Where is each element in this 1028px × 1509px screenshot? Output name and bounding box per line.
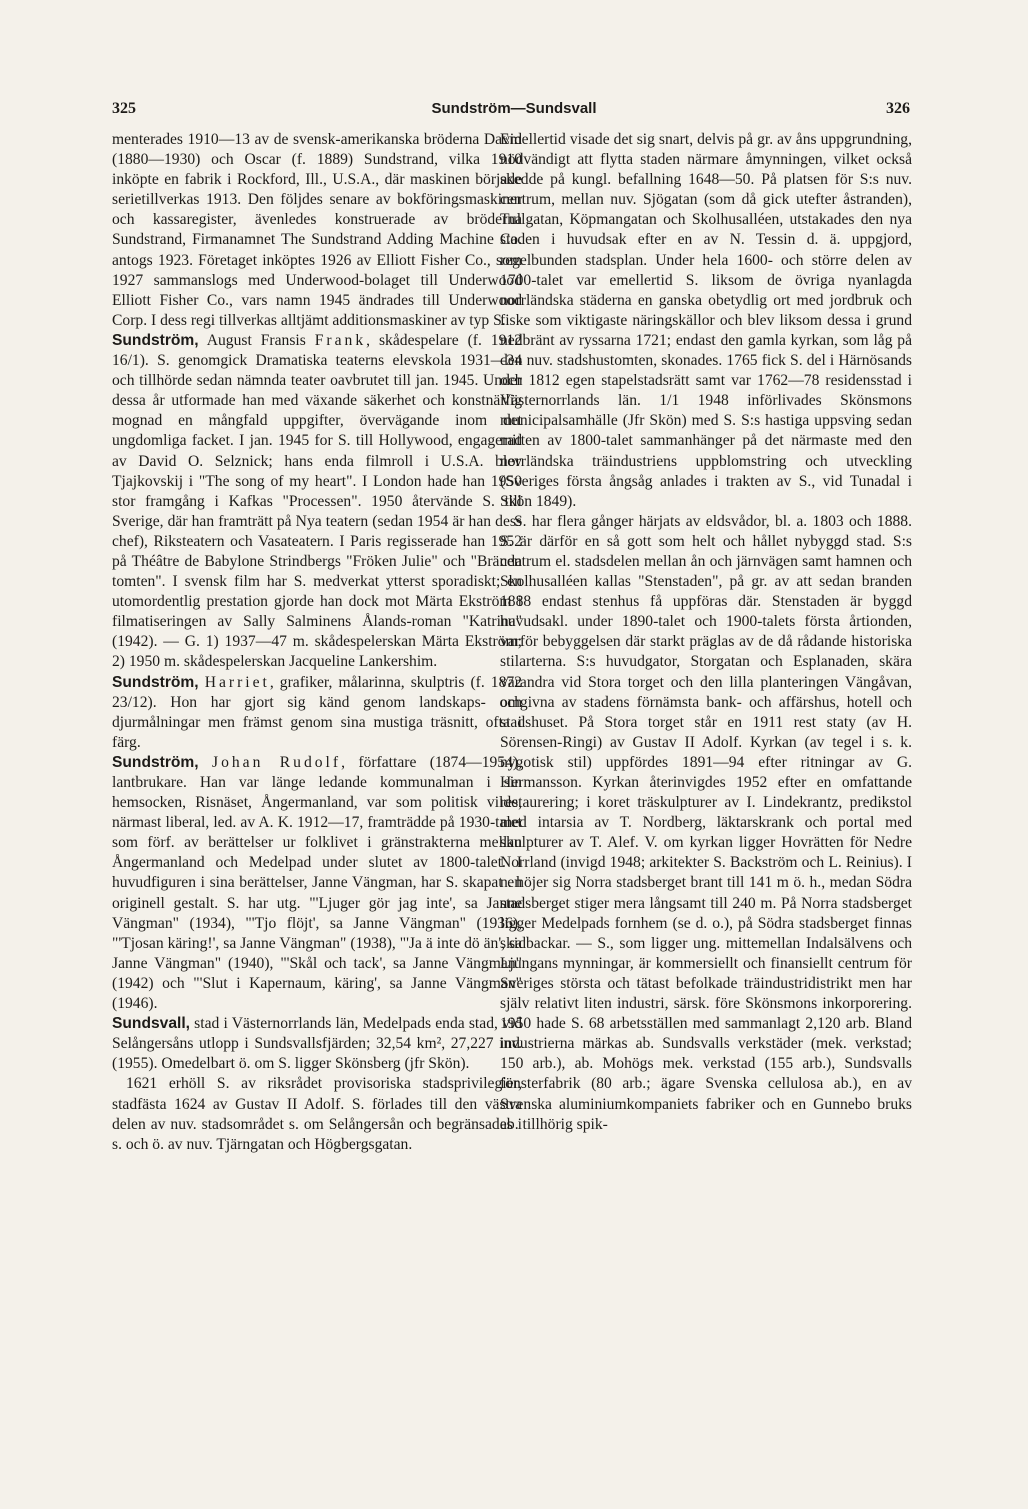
right-column [500,130,912,1410]
paragraph-1621: 1621 erhöll S. av riksrådet provisoriska stadsprivilegier, stadfästa 1624 av Gustav II Adolf. S. förlades till den västra delen av nuv. stadsområdet s. om Selångersån och begränsades i s. och ö. av nuv. Tjärngatan och Högbergsgatan. [112,1075,522,1153]
entry-johan-rudolf [112,753,522,1014]
left-column [112,130,522,1410]
entry-headword: Sundström, [112,753,199,771]
page-number-left: 325 [112,100,136,117]
entry-harriet [112,673,522,753]
entry-headword: Sundström, [112,331,199,349]
entry-headword: Sundström, [112,673,199,691]
page-number-right: 326 [886,100,910,117]
paragraph-fires-and-city: S. har flera gånger härjats av eldsvådor, bl. a. 1803 och 1888. S. är därför en så gott som helt och hållet nybyggd stad. S:s centrum el. stadsdelen mellan ån och järnvägen samt hamnen och Skolhusalléen kallas "Stenstaden", på gr. av att sedan branden 1888 endast stenhus få uppföras där. Stenstaden är byggd huvudsakl. under 1890-talet och 1900-talets första årtionden, varför bebyggelsen där starkt präglas av de då rådande historiska stilarterna. S:s huvudgator, Storgatan och Esplanaden, skära varandra vid Stora torget och den lilla planteringen Vängåvan, omgivna av stadens förnämsta bank- och affärshus, hotell och stadshuset. På Stora torget står en 1911 rest staty (av H. Sörensen-Ringi) av Gustav II Adolf. Kyrkan (av tegel i s. k. nygotisk stil) uppfördes 1891—94 efter ritningar av G. Hermansson. Kyrkan återinvigdes 1952 efter en omfattande restaurering; i koret träskulpturer av I. Lindekrantz, predikstol med intarsia av T. Nordberg, läktarskrank och portal med skulpturer av T. Alef. V. om kyrkan ligger Hovrätten för Nedre Norrland (invigd 1948; arkitekter S. Backström och L. Reinius). I n. höjer sig Norra stadsberget brant till 141 m ö. h., medan Södra stadsberget stiger mera långsamt till 240 m. På Norra stadsberget ligger Medelpads fornhem (se d. o.), på Södra stadsberget finnas skidbackar. — S., som ligger ung. mittemellan Indalsälvens och Ljungans mynningar, är kommersiellt och finansiellt centrum för Sveriges största och tätast befolkade träindustridistrikt men har själv relativt liten industri, särsk. före Skönsmons inkorporering. 1950 hade S. 68 arbetsställen med sammanlagt 2,120 arb. Bland industrierna märkas ab. Sundsvalls verkstäder (mek. verkstad; 150 arb.), ab. Mohögs mek. verkstad (155 arb.), Sundsvalls fönsterfabrik (80 arb.; ägare Svenska cellulosa ab.), en av Svenska aluminiumkompaniets fabriker och en Gunnebo bruks ab. tillhörig spik- [500,512,912,1133]
entry-name: August Fransis [206,331,306,349]
entry-text: , grafiker, målarinna, skulptris (f. 1872 23/12). Hon har gjort sig känd genom landskaps- och djurmålningar men främst genom sina mustiga träsnitt, ofta i färg. [112,673,522,751]
entry-name-spaced: Harriet [204,673,270,691]
entry-text: , författare (1874—1954), lantbrukare. Han var länge ledande kommunalman i sin hemsocken, Risnäset, Ångermanland, var som politisk vilde, närmast liberal, led. av A. K. 1912—17, framträdde på 1930-talet som förf. av berättelser ur folklivet i gränstrakterna mellan Ångermanland och Medelpad under slutet av 1800-talet. I huvudfiguren i sina berättelser, Janne Vängman, har S. skapat en originell gestalt. S. har utg. "'Ljuger gör jag inte', sa Janne Vängman" (1934), "'Tjo flöjt', sa Janne Vängman" (1936), "'Tjosan käring!', sa Janne Vängman" (1938), "'Ja ä inte dö än', sa Janne Vängman" (1940), "'Skål och tack', sa Janne Vängman" (1942) och "'Slut i Kapernaum, käring', sa Janne Vängman" (1946). [112,753,522,1013]
entry-headword: Sundsvall, [112,1015,190,1033]
paragraph-relocation: Emellertid visade det sig snart, delvis på gr. av åns uppgrundning, nödvändigt att flytta staden närmare åmynningen, vilket också skedde på kungl. befallning 1648—50. På platsen för S:s nuv. centrum, mellan nuv. Sjögatan (som då gick utefter åstranden), Tullgatan, Köpmangatan och Skolhusalléen, utstakades den nya staden i huvudsak efter en av N. Tessin d. ä. uppgjord, regelbunden stadsplan. Under hela 1600- och större delen av 1700-talet var emellertid S. liksom de övriga nyanlagda norrländska städerna en ganska obetydlig ort med jordbruk och fiske som viktigaste näringskällor och blev liksom dessa i grund nedbränt av ryssarna 1721; endast den gamla kyrkan, som låg på den nuv. stadshustomten, skonades. 1765 fick S. del i Härnösands och 1812 egen stapelstadsrätt samt var 1762—78 residensstad i Västernorrlands län. 1/1 1948 införlivades Skönsmons municipalsamhälle (Jfr Skön) med S. S:s hastiga uppsving sedan mitten av 1800-talet sammanhänger på det närmaste med den norrländska träindustriens uppblomstring och utveckling (Sveriges första ångsåg anlades i trakten av S., vid Tunadal i Skön 1849). [500,131,912,510]
running-title: Sundström—Sundsvall [431,100,597,117]
entry-name-spaced: Frank [314,331,367,349]
entry-text: , skådespelare (f. 1912 16/1). S. genomgick Dramatiska teaterns elevskola 1931—34 och tillhörde sedan nämnda teater oavbrutet till jan. 1945. Under dessa år utformade han med växande säkerhet och konstnärlig mognad en mångfald uppgifter, övervägande inom det ungdomliga facket. I jan. 1945 for S. till Hollywood, engagerad av David O. Selznick; hans enda filmroll i U.S.A. blev Tjajkovskij i "The song of my heart". I London hade han 1950 stor framgång i Kafkas "Processen". 1950 återvände S. till Sverige, där han framträtt på Nya teatern (sedan 1954 är han dess chef), Riksteatern och Vasateatern. I Paris regisserade han 1952 på Théâtre de Babylone Strindbergs "Fröken Julie" och "Brända tomten". I svensk film har S. medverkat ytterst sporadiskt; en utomordentlig prestation gjorde han dock mot Märta Ekström i filmatiseringen av Sally Salminens Ålands-roman "Katrina" (1942). — G. 1) 1937—47 m. skådespelerskan Märta Ekström; 2) 1950 m. skådespelerskan Jacqueline Lankershim. [112,331,522,671]
entry-august-frank [112,331,522,673]
entry-text: stad i Västernorrlands län, Medelpads enda stad, vid Selångersåns utlopp i Sundsvallsfjärden; 32,54 km², 27,227 inv. (1955). Omedelbart ö. om S. ligger Skönsberg (jfr Skön). [112,1015,522,1073]
entry-name-spaced: Johan Rudolf [212,753,342,771]
page-header [0,100,1028,128]
entry-sundsvall [112,1014,522,1074]
continuation-paragraph: menterades 1910—13 av de svensk-amerikanska bröderna David (1880—1930) och Oscar (f. 1889) Sundstrand, vilka 1910 inköpte en fabrik i Rockford, Ill., U.S.A., där maskinen började serietillverkas 1913. Den följdes senare av bokföringsmaskiner och kassaregister, ävenledes konstruerade av bröderna Sundstrand, Firmanamnet The Sundstrand Adding Machine Co. antogs 1923. Företaget inköptes 1926 av Elliott Fisher Co., som 1927 sammanslogs med Underwood-bolaget till Underwood Elliott Fisher Co., vars namn 1945 ändrades till Underwood Corp. I dess regi tillverkas alltjämt additionsmaskiner av typ S. [112,131,522,329]
